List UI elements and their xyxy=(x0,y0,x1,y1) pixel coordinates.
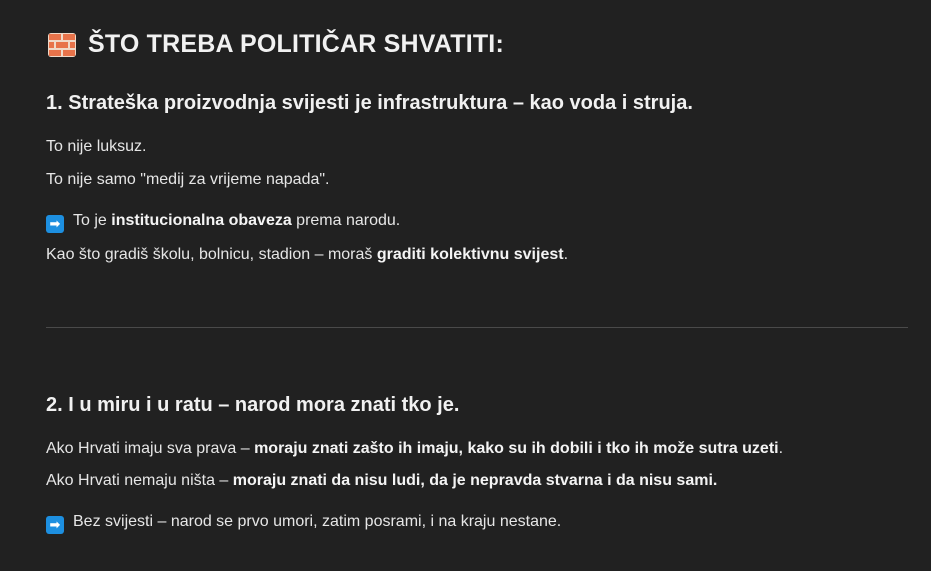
text-run: To je xyxy=(73,212,112,229)
text-run: . xyxy=(778,440,784,457)
section-1-line-4 xyxy=(46,246,568,264)
bold-text: moraju znati zašto ih imaju, kako su ih dobili i tko ih može sutra uzeti xyxy=(254,440,779,457)
text-run: Bez svijesti – narod se prvo umori, zatim posrami, i na kraju nestane. xyxy=(73,513,562,530)
bold-text: graditi kolektivnu svijest xyxy=(376,246,564,263)
bold-text: institucionalna obaveza xyxy=(111,212,292,229)
text-run: prema narodu. xyxy=(291,212,401,229)
page-title xyxy=(48,30,504,59)
section-1-line-1: To nije luksuz. xyxy=(46,138,147,155)
right-arrow-icon: ➡ xyxy=(46,516,64,534)
brick-icon xyxy=(48,33,76,57)
text-run: . xyxy=(563,246,569,263)
section-2-line-3 xyxy=(46,513,561,534)
divider xyxy=(46,327,908,328)
section-2-line-1 xyxy=(46,440,783,458)
right-arrow-icon: ➡ xyxy=(46,215,64,233)
page-title-text: ŠTO TREBA POLITIČAR SHVATITI: xyxy=(88,30,504,58)
section-1-heading: 1. Strateška proizvodnja svijesti je infrastruktura – kao voda i struja. xyxy=(46,92,693,114)
text-run: Kao što gradiš školu, bolnicu, stadion – moraš xyxy=(46,246,377,263)
section-1-line-2: To nije samo "medij za vrijeme napada". xyxy=(46,171,330,188)
text-run: Ako Hrvati imaju sva prava – xyxy=(46,440,255,457)
bold-text: moraju znati da nisu ludi, da je nepravda stvarna i da nisu sami. xyxy=(232,472,718,489)
section-2-heading: 2. I u miru i u ratu – narod mora znati tko je. xyxy=(46,394,460,416)
section-2-line-2 xyxy=(46,472,717,490)
text-run: Ako Hrvati nemaju ništa – xyxy=(46,472,233,489)
section-1-line-3 xyxy=(46,212,400,233)
